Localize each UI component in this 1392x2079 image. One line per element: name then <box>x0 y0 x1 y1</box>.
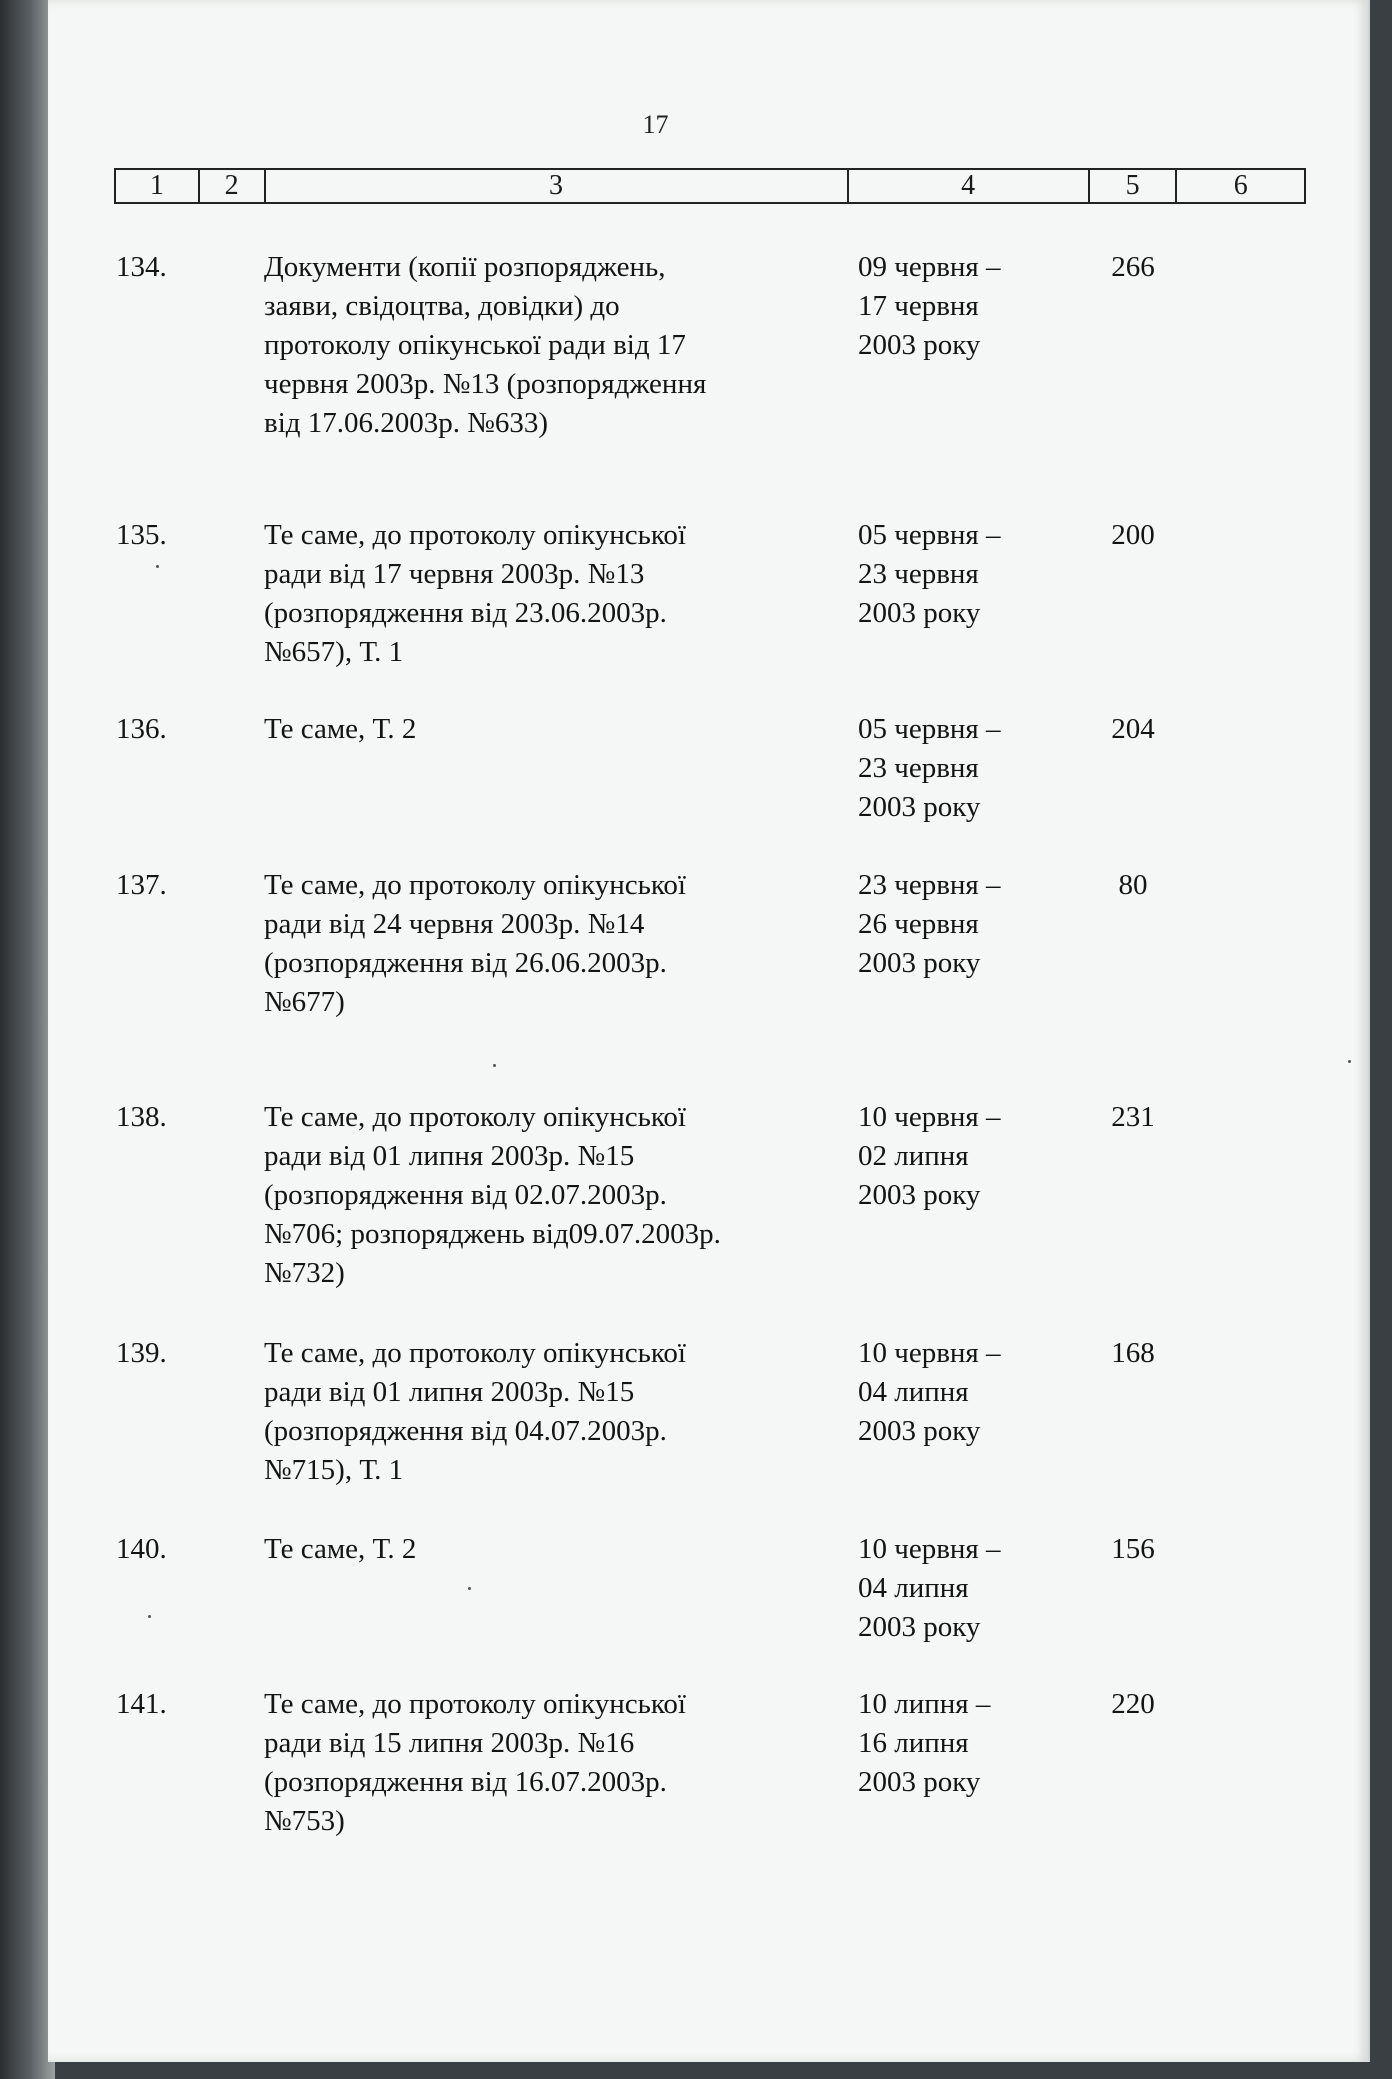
record-description <box>264 1334 824 1490</box>
description-line: Те саме, Т. 2 <box>264 713 417 745</box>
description-line: (розпорядження від 02.07.2003р. <box>264 1179 667 1211</box>
record-sheet-count: 168 <box>1111 1337 1155 1369</box>
record-date-range <box>858 1530 1058 1647</box>
date-line: 2003 року <box>858 1611 981 1643</box>
record-sheet-count: 266 <box>1111 251 1155 283</box>
column-header-2: 2 <box>200 170 266 202</box>
record-sheet-count: 80 <box>1118 869 1148 901</box>
description-line: №657), Т. 1 <box>264 636 404 668</box>
date-line: 26 червня <box>858 908 979 940</box>
description-line: (розпорядження від 16.07.2003р. <box>264 1766 667 1798</box>
record-date-range <box>858 516 1058 633</box>
record-number: 139. <box>116 1337 167 1369</box>
column-header-3: 3 <box>266 170 849 202</box>
date-line: 04 липня <box>858 1572 969 1604</box>
description-line: ради від 15 липня 2003р. №16 <box>264 1727 635 1759</box>
book-spine <box>0 0 55 2079</box>
date-line: 09 червня – <box>858 251 1001 283</box>
date-line: 17 червня <box>858 290 979 322</box>
record-description <box>264 248 824 443</box>
record-number: 138. <box>116 1101 167 1133</box>
date-line: 10 червня – <box>858 1101 1001 1133</box>
record-number: 137. <box>116 869 167 901</box>
column-header-6: 6 <box>1233 170 1248 201</box>
description-line: Те саме, до протоколу опікунської <box>264 869 686 901</box>
description-line: Те саме, до протоколу опікунської <box>264 1688 686 1720</box>
speck <box>468 1587 471 1590</box>
description-line: Документи (копії розпоряджень, <box>264 251 666 283</box>
record-description <box>264 516 824 672</box>
description-line: Те саме, до протоколу опікунської <box>264 519 686 551</box>
record-date-range <box>858 866 1058 983</box>
description-line: №732) <box>264 1257 345 1289</box>
description-line: від 17.06.2003р. №633) <box>264 407 549 439</box>
date-line: 04 липня <box>858 1376 969 1408</box>
record-description <box>264 1685 824 1841</box>
speck <box>148 1615 151 1618</box>
description-line: №706; розпоряджень від09.07.2003р. <box>264 1218 721 1250</box>
record-number: 136. <box>116 713 167 745</box>
speck <box>156 565 159 568</box>
column-header-5: 5 <box>1090 170 1178 202</box>
date-line: 05 червня – <box>858 519 1001 551</box>
description-line: Те саме, до протоколу опікунської <box>264 1337 686 1369</box>
record-sheet-count: 220 <box>1111 1688 1155 1720</box>
record-date-range <box>858 1334 1058 1451</box>
record-number: 134. <box>116 251 167 283</box>
page-number: 17 <box>642 110 669 139</box>
record-sheet-count: 156 <box>1111 1533 1155 1565</box>
record-description <box>264 710 824 749</box>
record-number: 141. <box>116 1688 167 1720</box>
date-line: 2003 року <box>858 1179 981 1211</box>
date-line: 2003 року <box>858 947 981 979</box>
record-date-range <box>858 1098 1058 1215</box>
date-line: 10 червня – <box>858 1337 1001 1369</box>
description-line: ради від 17 червня 2003р. №13 <box>264 558 645 590</box>
record-description <box>264 866 824 1022</box>
column-header-4: 4 <box>849 170 1090 202</box>
record-description <box>264 1530 824 1569</box>
description-line: (розпорядження від 26.06.2003р. <box>264 947 667 979</box>
column-header-1: 1 <box>116 170 200 202</box>
record-description <box>264 1098 824 1293</box>
description-line: заяви, свідоцтва, довідки) до <box>264 290 620 322</box>
date-line: 23 червня – <box>858 869 1001 901</box>
date-line: 2003 року <box>858 1415 981 1447</box>
date-line: 2003 року <box>858 791 981 823</box>
description-line: №715), Т. 1 <box>264 1454 404 1486</box>
speck <box>493 1064 496 1067</box>
record-sheet-count: 200 <box>1111 519 1155 551</box>
column-header-row <box>114 168 1306 204</box>
description-line: (розпорядження від 23.06.2003р. <box>264 597 667 629</box>
description-line: (розпорядження від 04.07.2003р. <box>264 1415 667 1447</box>
speck <box>1348 1060 1351 1063</box>
record-date-range <box>858 710 1058 827</box>
description-line: №677) <box>264 986 345 1018</box>
date-line: 05 червня – <box>858 713 1001 745</box>
date-line: 2003 року <box>858 597 981 629</box>
record-date-range <box>858 1685 1058 1802</box>
description-line: Те саме, Т. 2 <box>264 1533 417 1565</box>
date-line: 2003 року <box>858 329 981 361</box>
record-number: 140. <box>116 1533 167 1565</box>
description-line: Те саме, до протоколу опікунської <box>264 1101 686 1133</box>
document-page <box>48 0 1370 2062</box>
description-line: червня 2003р. №13 (розпорядження <box>264 368 707 400</box>
date-line: 10 липня – <box>858 1688 991 1720</box>
date-line: 23 червня <box>858 752 979 784</box>
date-line: 2003 року <box>858 1766 981 1798</box>
date-line: 23 червня <box>858 558 979 590</box>
date-line: 02 липня <box>858 1140 969 1172</box>
record-number: 135. <box>116 519 167 551</box>
date-line: 16 липня <box>858 1727 969 1759</box>
description-line: ради від 01 липня 2003р. №15 <box>264 1140 635 1172</box>
description-line: ради від 01 липня 2003р. №15 <box>264 1376 635 1408</box>
record-date-range <box>858 248 1058 365</box>
record-sheet-count: 231 <box>1111 1101 1155 1133</box>
description-line: №753) <box>264 1805 345 1837</box>
description-line: протоколу опікунської ради від 17 <box>264 329 686 361</box>
record-sheet-count: 204 <box>1111 713 1155 745</box>
date-line: 10 червня – <box>858 1533 1001 1565</box>
description-line: ради від 24 червня 2003р. №14 <box>264 908 645 940</box>
